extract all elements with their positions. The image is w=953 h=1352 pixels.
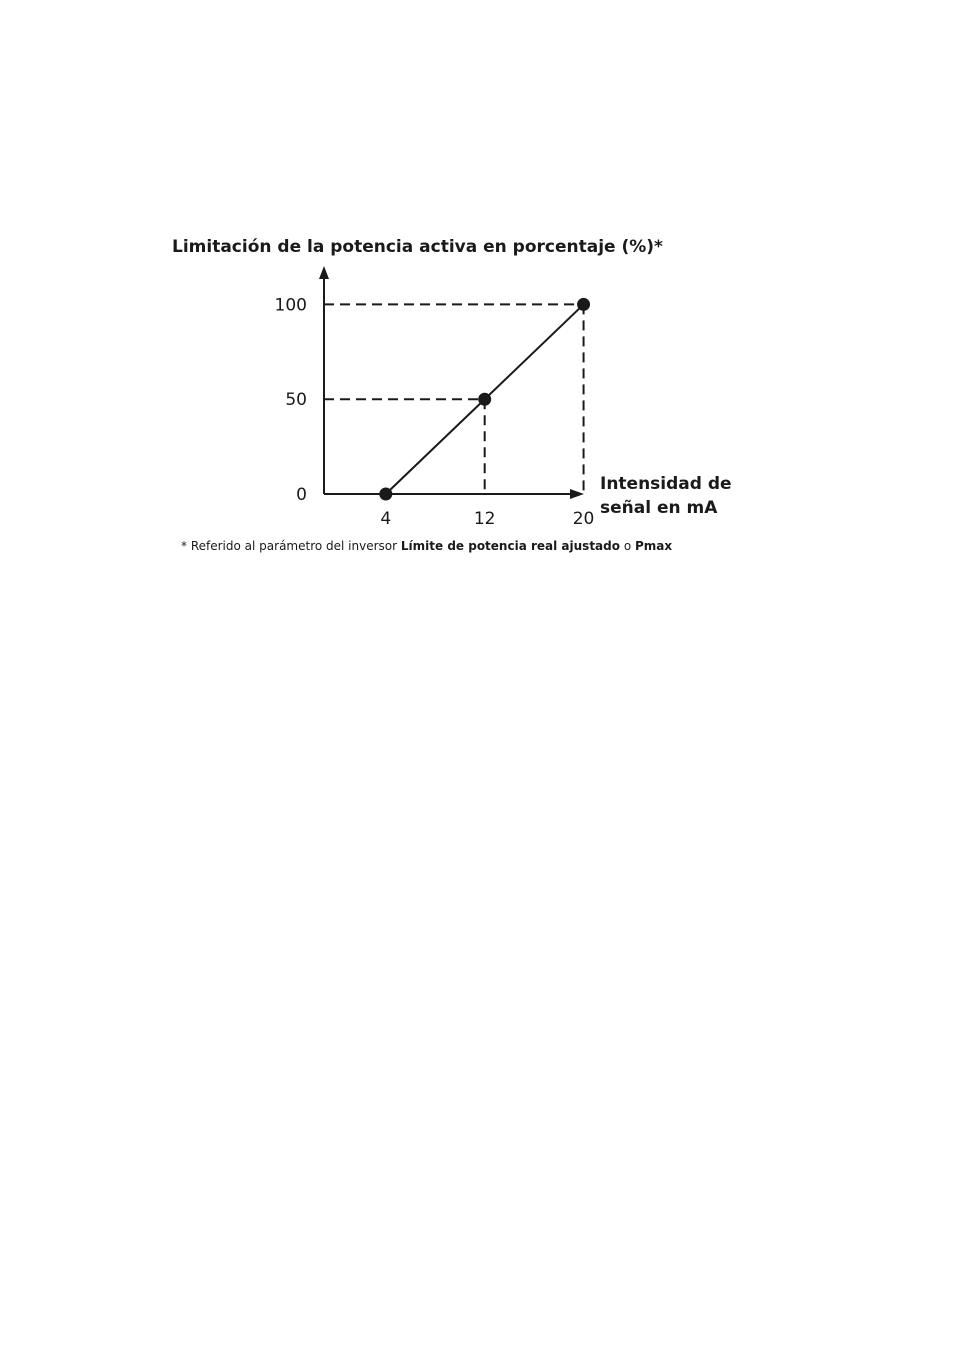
footnote-connector: o — [623, 539, 632, 553]
y-tick-labels — [275, 295, 307, 505]
x-tick-label-0: 4 — [380, 509, 392, 529]
x-tick-label-1: 12 — [473, 509, 496, 529]
footnote-asterisk: * — [181, 539, 187, 553]
x-axis-label-line-2: señal en mA — [600, 498, 718, 518]
data-point-1 — [478, 393, 491, 406]
footnote-prefix: Referido al parámetro del inversor — [190, 539, 398, 553]
data-point-0 — [379, 488, 392, 501]
chart-title: Limitación de la potencia activa en porcentaje (%)* — [172, 237, 663, 257]
x-tick-labels — [380, 509, 594, 529]
y-tick-label-0: 0 — [296, 485, 307, 505]
y-tick-label-1: 50 — [285, 390, 307, 411]
footnote-param-2: Pmax — [635, 539, 673, 553]
footnote-param-1: Límite de potencia real ajustado — [400, 539, 620, 553]
y-tick-label-2: 100 — [274, 295, 307, 316]
guide-lines — [324, 304, 584, 494]
footnote — [181, 539, 672, 553]
x-tick-label-2: 20 — [572, 509, 595, 529]
x-axis-label-line-1: Intensidad de — [600, 474, 732, 494]
data-point-2 — [577, 298, 590, 311]
y-axis-arrow-icon — [319, 266, 329, 279]
x-axis-arrow-icon — [570, 489, 584, 499]
